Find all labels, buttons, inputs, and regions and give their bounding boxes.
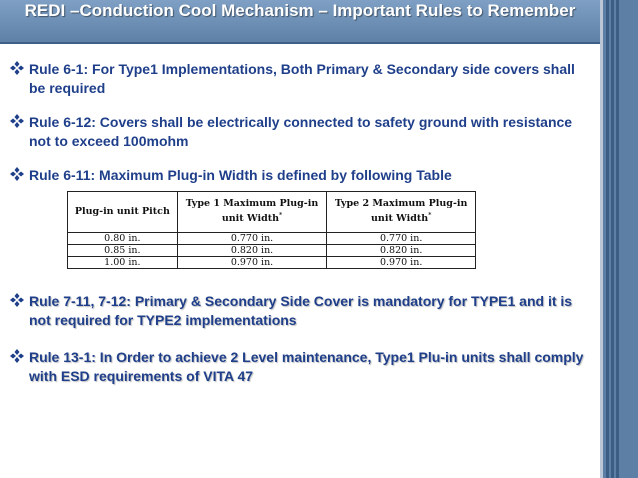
- table-cell: 0.85 in.: [68, 245, 178, 257]
- header-type1-width: Type 1 Maximum Plug-in unit Width*: [177, 192, 327, 233]
- right-stripe-2: [611, 0, 614, 478]
- rule-6-12-item: [29, 113, 589, 151]
- right-stripe-1: [606, 0, 609, 478]
- rule-6-1-item: [29, 60, 589, 98]
- table-row: [68, 233, 476, 245]
- rule-6-12-text: Rule 6-12: Covers shall be electrically connected to safety ground with resistance not to exceed 100mohm: [29, 114, 573, 149]
- table-cell: 1.00 in.: [68, 257, 178, 269]
- four-diamond-bullet-icon: [10, 349, 24, 363]
- plug-in-width-table: [67, 191, 476, 269]
- table-cell: 0.970 in.: [177, 257, 327, 269]
- table-header-row: [68, 192, 476, 233]
- slide-title: REDI –Conduction Cool Mechanism – Important Rules to Remember: [24, 1, 576, 20]
- table-cell: 0.770 in.: [177, 233, 327, 245]
- rule-6-1-text: Rule 6-1: For Type1 Implementations, Both Primary & Secondary side covers shall be required: [29, 61, 575, 96]
- table-cell: 0.80 in.: [68, 233, 178, 245]
- four-diamond-bullet-icon: [10, 167, 24, 181]
- rule-6-11-item: [29, 166, 589, 185]
- rule-7-11-item: [29, 292, 589, 330]
- rule-7-11-text: Rule 7-11, 7-12: Primary & Secondary Side Cover is mandatory for TYPE1 and it is not required for TYPE2 implementations: [29, 293, 573, 328]
- header-type2-width: Type 2 Maximum Plug-in unit Width*: [327, 192, 476, 233]
- table-cell: 0.820 in.: [177, 245, 327, 257]
- table-cell: 0.820 in.: [327, 245, 476, 257]
- right-stripe-3: [616, 0, 619, 478]
- four-diamond-bullet-icon: [10, 114, 24, 128]
- plug-in-width-table-wrapper: [67, 191, 476, 269]
- rule-13-1-item: [29, 348, 589, 386]
- rule-13-1-text: Rule 13-1: In Order to achieve 2 Level maintenance, Type1 Plu-in units shall comply with ESD requirements of VITA 47: [29, 349, 584, 384]
- table-cell: 0.770 in.: [327, 233, 476, 245]
- header-pitch: Plug-in unit Pitch: [68, 192, 178, 233]
- table-row: [68, 257, 476, 269]
- four-diamond-bullet-icon: [10, 293, 24, 307]
- table-cell: 0.970 in.: [327, 257, 476, 269]
- table-row: [68, 245, 476, 257]
- four-diamond-bullet-icon: [10, 61, 24, 75]
- rule-6-11-text: Rule 6-11: Maximum Plug-in Width is defined by following Table: [29, 167, 452, 183]
